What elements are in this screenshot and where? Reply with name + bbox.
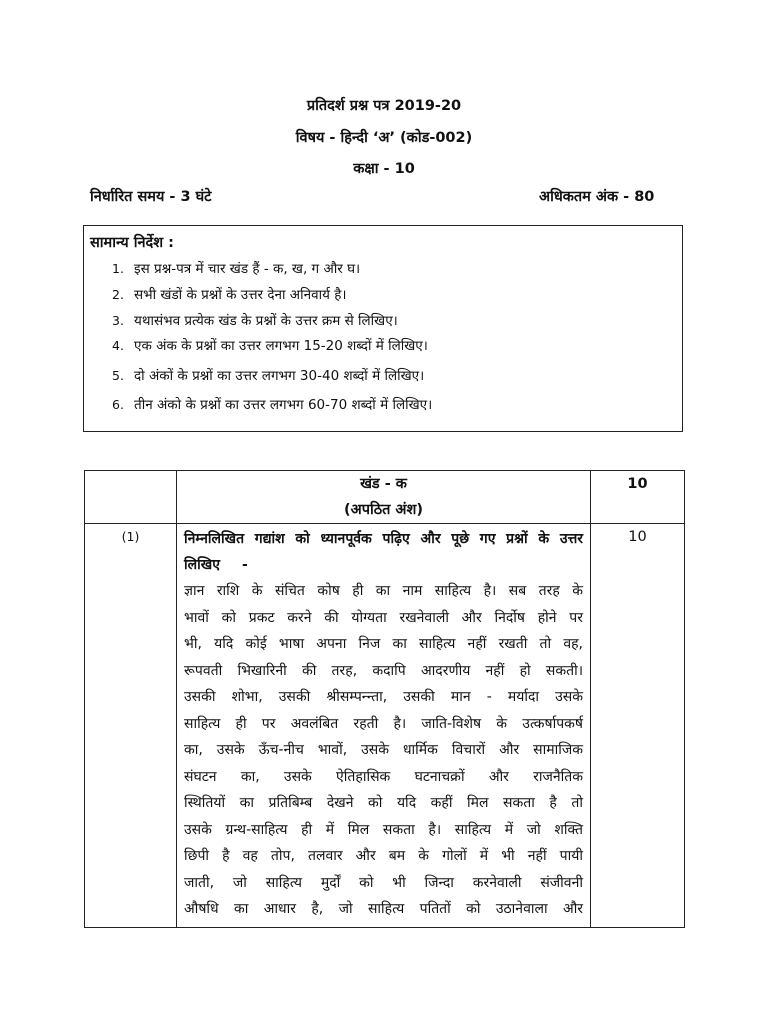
instruction-text: सभी खंडों के प्रश्नों के उत्तर देना अनिवार्य है। <box>134 287 347 303</box>
instruction-text: दो अंकों के प्रश्नों का उत्तर लगभग 30-40 शब्दों में लिखिए। <box>134 368 425 384</box>
instruction-number: 1. <box>112 261 124 276</box>
section-subtitle: (अपठित अंश) <box>344 502 423 518</box>
instructions-heading: सामान्य निर्देश : <box>90 235 174 251</box>
question-instruction-dash: - <box>241 557 248 573</box>
question-instruction-text: निम्नलिखित गद्यांश को ध्यानपूर्वक पढ़िए और पूछे गए प्रश्नों के उत्तर लिखिए <box>184 531 583 573</box>
passage-line: का, उसके ऊँच-नीच भावों, उसके धार्मिक विचारों और सामाजिक <box>184 742 583 758</box>
passage-line: औषधि का आधार है, जो साहित्य पतितों को उठानेवाला और <box>184 901 583 917</box>
instruction-text: तीन अंको के प्रश्नों का उत्तर लगभग 60-70 शब्दों में लिखिए। <box>134 397 433 413</box>
time-allowed: निर्धारित समय - 3 घंटे <box>90 189 212 205</box>
passage-line: उसके ग्रन्थ-साहित्य ही में मिल सकता है। साहित्य में जो शक्ति <box>184 821 583 838</box>
section-title: खंड - क <box>360 476 407 492</box>
instruction-text: इस प्रश्न-पत्र में चार खंड हैं - क, ख, ग और घ। <box>134 261 361 277</box>
question-body-cell <box>177 524 591 928</box>
passage <box>184 578 583 923</box>
instruction-item <box>112 395 432 413</box>
passage-line: रूपवती भिखारिनी की तरह, कदापि आदरणीय नहीं हो सकती। <box>184 662 583 679</box>
paper-title: प्रतिदर्श प्रश्न पत्र 2019-20 <box>306 98 462 114</box>
question-marks: 10 <box>591 524 685 928</box>
passage-line: उसकी शोभा, उसकी श्रीसम्पन्न्ता, उसकी मान - मर्यादा उसके <box>184 689 583 705</box>
instruction-number: 3. <box>112 313 124 328</box>
max-marks: अधिकतम अंक - 80 <box>539 189 655 205</box>
instruction-number: 2. <box>112 287 124 302</box>
instruction-text: यथासंभव प्रत्येक खंड के प्रश्नों के उत्तर क्रम से लिखिए। <box>134 313 398 329</box>
passage-line: भावों को प्रकट करने की योग्यता रखनेवाली और निर्दोष होने पर <box>184 609 583 626</box>
question-row <box>85 524 685 928</box>
instruction-item <box>112 366 424 384</box>
section-number-cell <box>85 471 177 524</box>
passage-line: भी, यदि कोई भाषा अपना निज का साहित्य नहीं रखती तो वह, <box>184 636 583 652</box>
instruction-item <box>112 259 360 277</box>
subject-line: विषय - हिन्दी ‘अ’ (कोड-002) <box>295 130 473 146</box>
passage-line: जाती, जो साहित्य मुर्दों को भी जिन्दा करनेवाली संजीवनी <box>184 874 583 891</box>
class-line: कक्षा - 10 <box>353 161 415 177</box>
section-heading-cell <box>177 471 591 524</box>
section-marks: 10 <box>591 471 685 524</box>
passage-line: ज्ञान राशि के संचित कोष ही का नाम साहित्य है। सब तरह के <box>184 583 583 599</box>
passage-line: संघटन का, उसके ऐतिहासिक घटनाचक्रों और राजनैतिक <box>184 768 583 785</box>
instruction-number: 4. <box>112 338 124 353</box>
passage-line: साहित्य ही पर अवलंबित रहती है। जाति-विशेष के उत्कर्षापकर्ष <box>184 715 583 732</box>
instruction-item <box>112 285 347 303</box>
question-instruction <box>184 526 583 578</box>
instruction-text: एक अंक के प्रश्नों का उत्तर लगभग 15-20 शब्दों में लिखिए। <box>134 338 428 354</box>
question-table <box>84 470 685 928</box>
instruction-number: 5. <box>112 368 124 383</box>
passage-line: स्थितियों का प्रतिबिम्ब देखने को यदि कहीं मिल सकता है तो <box>184 795 583 811</box>
instruction-number: 6. <box>112 397 124 412</box>
question-number: (1) <box>85 524 177 928</box>
instruction-item <box>112 311 398 329</box>
passage-line: छिपी है वह तोप, तलवार और बम के गोलों में भी नहीं पायी <box>184 848 583 864</box>
section-header-row <box>85 471 685 524</box>
general-instructions-box <box>83 225 683 432</box>
instruction-item <box>112 336 428 354</box>
